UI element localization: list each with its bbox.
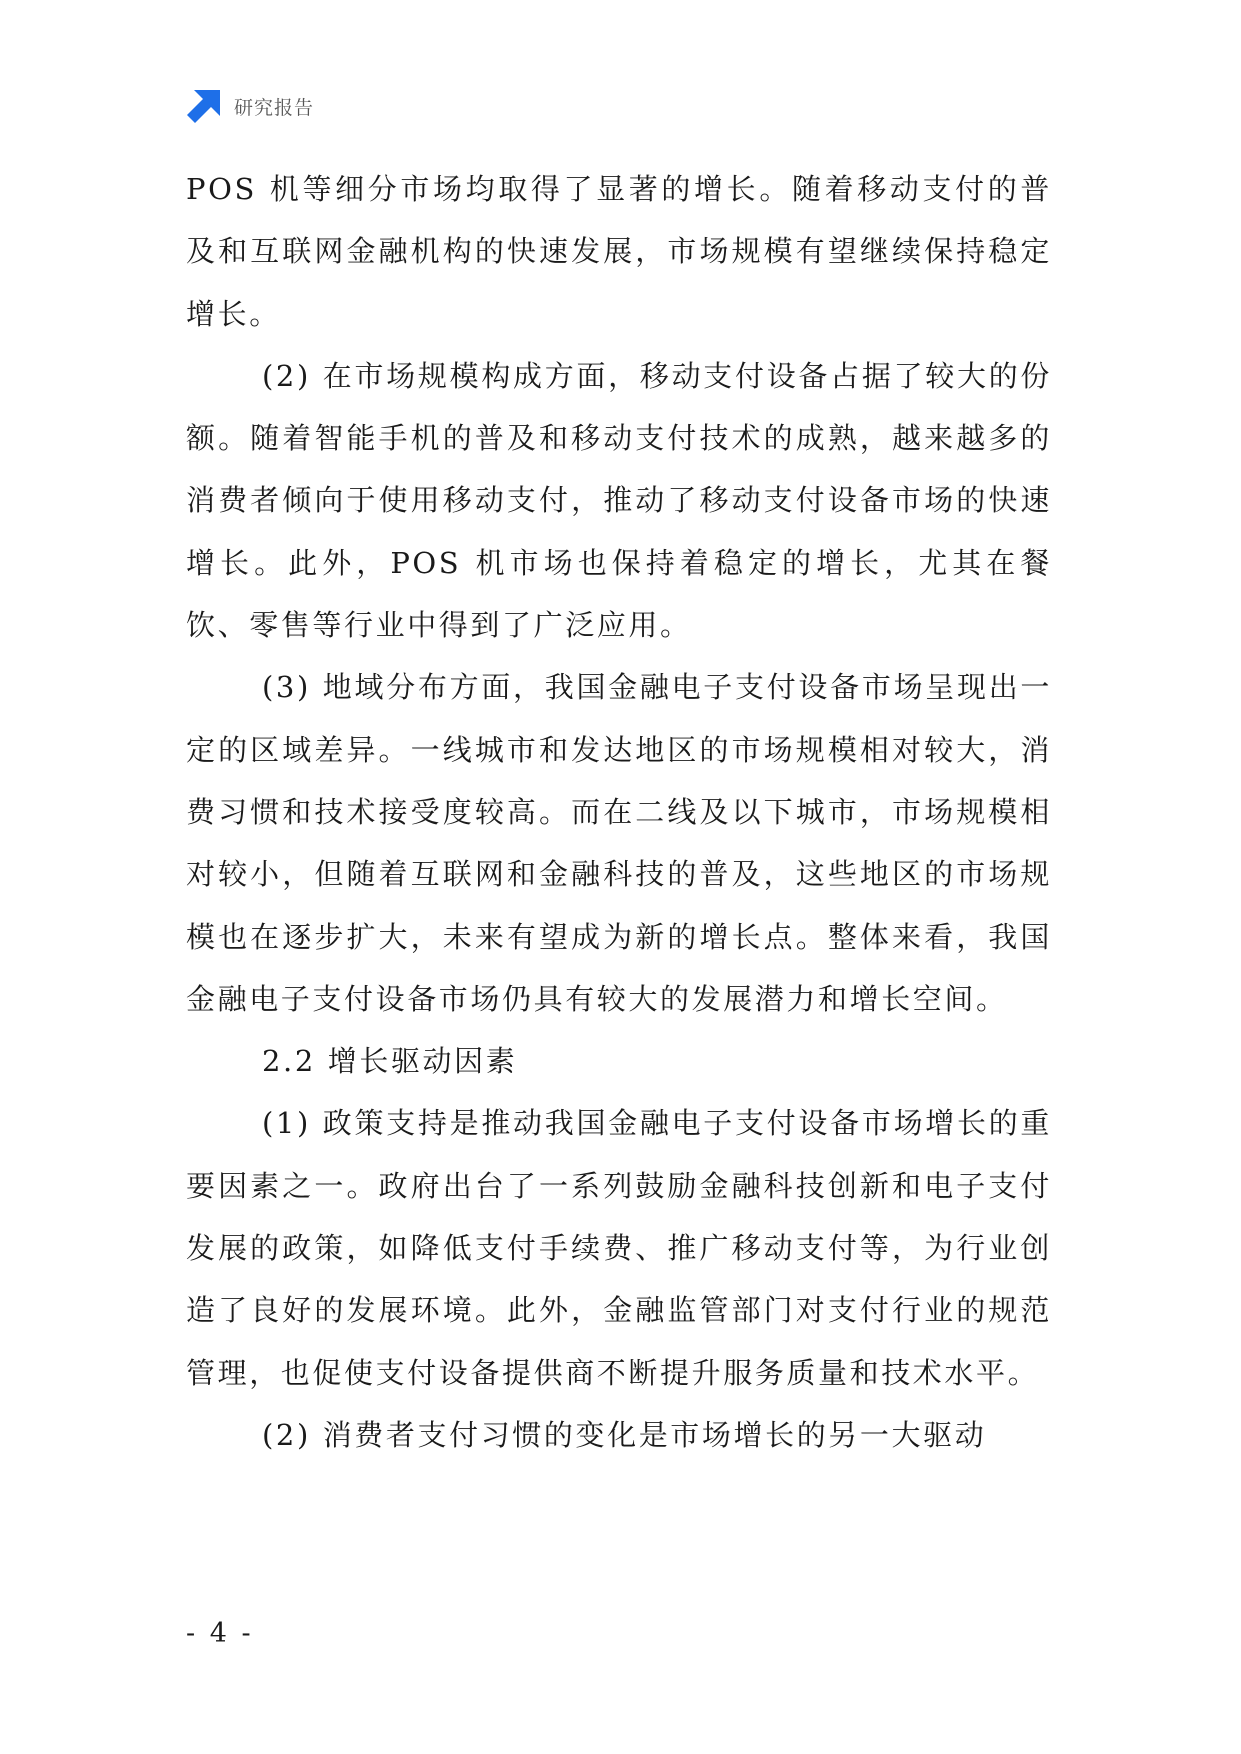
document-body (186, 158, 1052, 1466)
paragraph-4: (1) 政策支持是推动我国金融电子支付设备市场增长的重要因素之一。政府出台了一系列鼓励金融科技创新和电子支付发展的政策，如降低支付手续费、推广移动支付等，为行业创造了良好的发展环境。此外，金融监管部门对支付行业的规范管理，也促使支付设备提供商不断提升服务质量和技术水平。 (186, 1106, 1052, 1390)
paragraph-5: (2) 消费者支付习惯的变化是市场增长的另一大驱动 (262, 1417, 987, 1452)
header-title: 研究报告 (234, 96, 315, 119)
paragraph-1: POS 机等细分市场均取得了显著的增长。随着移动支付的普及和互联网金融机构的快速发展，市场规模有望继续保持稳定增长。 (186, 172, 1052, 331)
arrow-up-right-icon (186, 88, 222, 124)
section-heading: 2.2 增长驱动因素 (262, 1044, 518, 1079)
page-number: - 4 - (186, 1618, 254, 1649)
paragraph-2: (2) 在市场规模构成方面，移动支付设备占据了较大的份额。随着智能手机的普及和移动支付技术的成熟，越来越多的消费者倾向于使用移动支付，推动了移动支付设备市场的快速增长。此外，POS 机市场也保持着稳定的增长，尤其在餐饮、零售等行业中得到了广泛应用。 (186, 358, 1052, 643)
page-header (186, 88, 314, 124)
paragraph-3: (3) 地域分布方面，我国金融电子支付设备市场呈现出一定的区域差异。一线城市和发达地区的市场规模相对较大，消费习惯和技术接受度较高。而在二线及以下城市，市场规模相对较小，但随着互联网和金融科技的普及，这些地区的市场规模也在逐步扩大，未来有望成为新的增长点。整体来看，我国金融电子支付设备市场仍具有较大的发展潜力和增长空间。 (186, 670, 1052, 1016)
